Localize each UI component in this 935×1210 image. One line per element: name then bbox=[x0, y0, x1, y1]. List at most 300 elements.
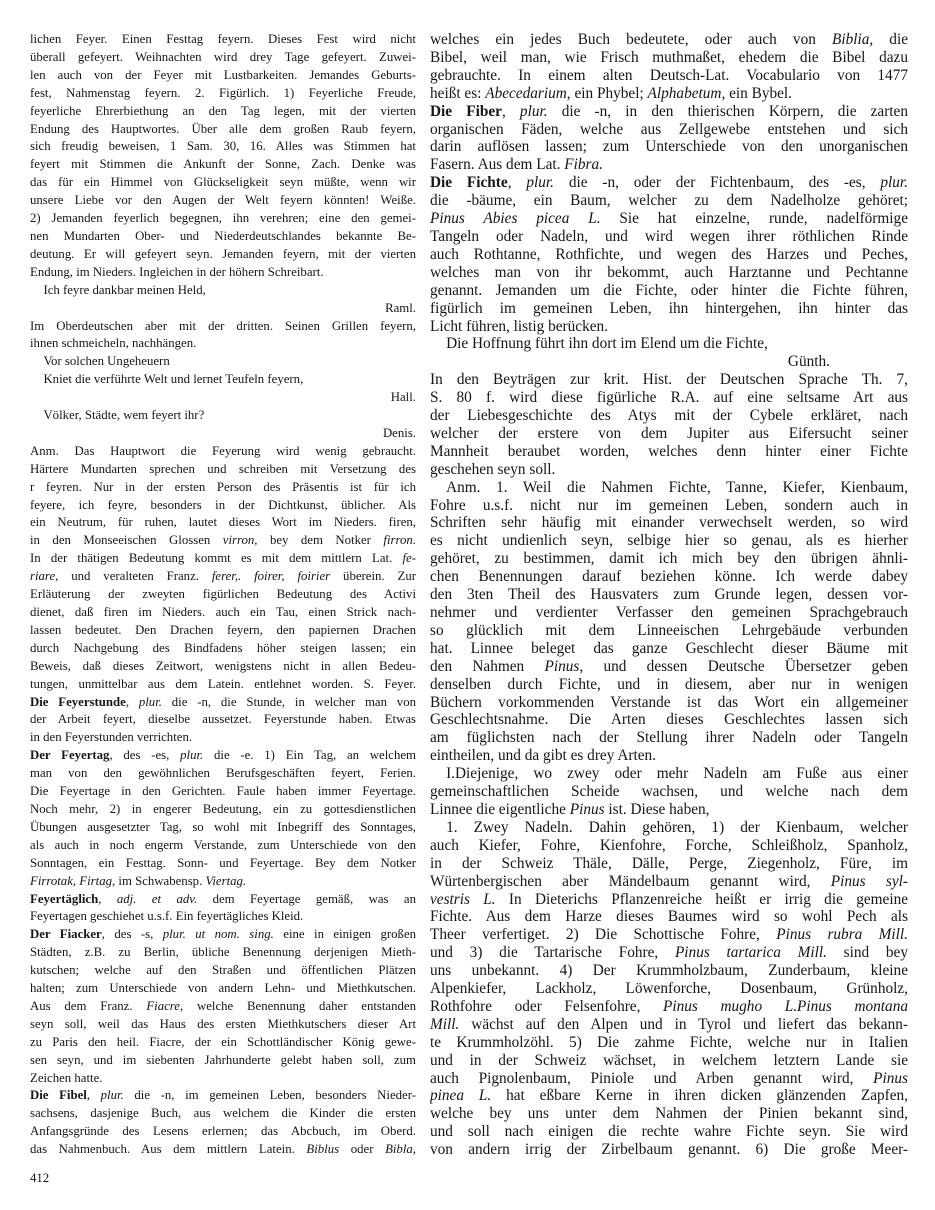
italic-term: vestris L. bbox=[430, 890, 496, 908]
text-line bbox=[430, 729, 908, 747]
text-line bbox=[430, 694, 908, 712]
text-line bbox=[430, 192, 908, 210]
text-run: Würtenbergischen aber Mändelbaum genannt wird, bbox=[430, 872, 831, 890]
text-run: Alpenkiefer, Lackholz, Löwenforche, Dosenbaum, Grünholz, bbox=[430, 980, 908, 998]
italic-term: Biblus bbox=[306, 1142, 340, 1157]
text-run: tungen, unmittelbar aus dem Latein. entlehnet worden. S. Feyer. bbox=[30, 676, 416, 691]
text-line bbox=[430, 837, 908, 855]
text-line bbox=[430, 31, 908, 49]
text-line bbox=[30, 1123, 416, 1141]
italic-term: Fiacre, bbox=[146, 998, 184, 1013]
text-line bbox=[30, 622, 416, 640]
text-run: und 3) die Tartarische Fohre, bbox=[430, 944, 675, 962]
text-run: lichen Feyer. Einen Festtag feyern. Dieses Fest wird nicht bbox=[30, 32, 416, 46]
text-run: Sonntagen, ein Festtag. Sonn- und Feyertage. Bey dem Notker bbox=[30, 855, 416, 870]
text-line bbox=[30, 497, 416, 515]
text-run: ein Neutrum, für ruhen, lautet dieses Wort im Nieders. firen, bbox=[30, 515, 416, 530]
text-line bbox=[430, 568, 908, 586]
text-line bbox=[30, 443, 416, 461]
text-line bbox=[430, 174, 908, 192]
text-run: , des -s, bbox=[101, 927, 163, 942]
text-line bbox=[430, 658, 908, 676]
text-run: feyert mit Stimmen die Ankunft der Sonne, Zach. Denke was bbox=[30, 157, 416, 172]
italic-term: plur. bbox=[526, 174, 554, 192]
italic-term: Pinus mugho L.Pinus montana bbox=[663, 997, 908, 1015]
text-run: geschehen seyn soll. bbox=[430, 460, 556, 478]
italic-term: Abecedarium, bbox=[485, 84, 571, 102]
left-column bbox=[30, 31, 416, 1159]
text-run: Rothfohre oder Felsenfohre, bbox=[430, 997, 664, 1015]
text-line bbox=[430, 962, 908, 980]
text-run: Bibel, weil man, wie Frisch muthmaßet, ehedem die Bibel dazu bbox=[430, 48, 908, 66]
text-run: darin auflösen lassen; zum Unterschiede von den unorganischen bbox=[430, 138, 908, 156]
text-run: in den Feyerstunden verrichten. bbox=[30, 730, 193, 745]
text-line bbox=[30, 49, 416, 67]
text-run: Sie hat einzelne, runde, nadelförmige bbox=[600, 210, 908, 228]
text-run: lassen bedeutet. Den Drachen feyern, den papiernen Drachen bbox=[30, 622, 416, 637]
text-run: in der Schweiz Thäle, Dälle, Perge, Ziegenholz, Füre, im bbox=[430, 854, 908, 872]
text-run: Die Hoffnung führt ihn dort im Elend um die Fichte, bbox=[446, 335, 768, 353]
headword: Die Fibel bbox=[30, 1088, 87, 1103]
text-line bbox=[30, 962, 416, 980]
right-column bbox=[430, 31, 908, 1159]
text-line bbox=[30, 31, 416, 49]
text-run: hat. Linnee beleget das ganze Geschlecht dieser Bäume mit bbox=[430, 639, 908, 657]
text-run: und soll nach einigen die rechte wahre Fichte seyn. Sie wird bbox=[430, 1123, 908, 1141]
text-line bbox=[430, 85, 908, 103]
italic-term: Mill. bbox=[430, 1015, 460, 1033]
text-run: , des -es, bbox=[109, 748, 181, 763]
italic-term: Pinus bbox=[873, 1069, 908, 1087]
text-run: Anm. 1. Weil die Nahmen Fichte, Tanne, Kiefer, Kienbaum, bbox=[446, 478, 908, 496]
text-run: und in der Schweiz wächset, in welchem letztern Lande sie bbox=[430, 1051, 908, 1069]
text-run: fest, Nahmenstag feyern. 2. Figürlich. 1) Feyerliche Freude, bbox=[30, 85, 416, 100]
text-run: uns unbekannt. 4) Der Krummholzbaum, Zunderbaum, kleine bbox=[430, 962, 908, 980]
text-run: bey dem Notker bbox=[257, 533, 384, 548]
text-line bbox=[430, 210, 908, 228]
text-line bbox=[430, 801, 908, 819]
italic-term: ferer,. foirer, foirier bbox=[211, 569, 331, 584]
text-line bbox=[30, 1016, 416, 1034]
text-run: überall gefeyert. Weihnachten wird drey Tage gefeyert. Zuwei- bbox=[30, 49, 416, 64]
text-run: welche bey uns unter dem Nahmen der Pinien bekannt sind, bbox=[430, 1105, 908, 1123]
text-line bbox=[430, 891, 908, 909]
text-run: welches man von ihr bekommt, auch Harztanne und Pechtanne bbox=[430, 263, 908, 281]
text-line bbox=[30, 801, 416, 819]
text-line bbox=[430, 1087, 908, 1105]
italic-term: virron, bbox=[222, 533, 258, 548]
text-run: Im Oberdeutschen aber mit der dritten. Seinen Grillen feyern, bbox=[30, 318, 416, 333]
text-line bbox=[30, 282, 416, 300]
italic-term: plur. bbox=[138, 694, 162, 709]
text-run: man von den gewöhnlichen Berufsgeschäften feyert, Ferien. bbox=[30, 766, 416, 781]
text-run: Mannheit beraubet worden, welches denn hinter einer Fichte bbox=[430, 442, 908, 460]
text-line bbox=[430, 121, 908, 139]
text-run: Vor solchen Ungeheuern bbox=[43, 354, 170, 369]
text-run: Kniet die verführte Welt und lernet Teufeln feyern, bbox=[43, 372, 304, 387]
text-run: Erläuterung der zweyten figürlichen Bedeutung des Activi bbox=[30, 587, 416, 602]
text-run: ist. Diese haben, bbox=[604, 800, 710, 818]
text-line bbox=[30, 156, 416, 174]
text-line bbox=[430, 300, 908, 318]
text-run: die -n, im gemeinen Leben, besonders Nieder- bbox=[123, 1088, 416, 1103]
text-run: welcher der erstere von dem Jupiter aus Eifersucht seiner bbox=[430, 424, 908, 442]
text-line bbox=[430, 443, 908, 461]
text-run: und dessen Deutsche Übersetzer geben bbox=[583, 657, 908, 675]
headword: Die Fichte bbox=[430, 174, 508, 192]
italic-term: Pinus Abies picea L. bbox=[430, 210, 601, 228]
text-line bbox=[430, 461, 908, 479]
italic-term: Pinus rubra Mill. bbox=[776, 926, 908, 944]
text-run: den Nahmen bbox=[430, 657, 545, 675]
text-line bbox=[30, 138, 416, 156]
text-run: Noch mehr, 2) in engerer Bedeutung, ein zu gottesdienstlichen bbox=[30, 801, 416, 816]
text-columns bbox=[30, 31, 908, 1159]
text-line bbox=[430, 479, 908, 497]
text-run: Anfangsgründe des Lesens erlernen; das Abcbuch, im Oberd. bbox=[30, 1124, 416, 1139]
text-line bbox=[430, 67, 908, 85]
text-run: hat eßbare Kerne in ihren dicken glänzenden Zapfen, bbox=[491, 1087, 908, 1105]
text-line bbox=[430, 1052, 908, 1070]
text-run: welches ein jedes Buch bedeutete, oder auch von bbox=[430, 31, 832, 48]
text-line bbox=[430, 873, 908, 891]
text-line bbox=[430, 282, 908, 300]
text-line bbox=[30, 407, 416, 425]
text-run: heißt es: bbox=[430, 84, 486, 102]
text-run: Ich feyre dankbar meinen Held, bbox=[43, 282, 206, 297]
text-run: Härtere Mundarten sprechen und schreiben mit Versetzung des bbox=[30, 461, 416, 476]
text-line bbox=[430, 980, 908, 998]
text-line bbox=[30, 264, 416, 282]
text-line bbox=[30, 837, 416, 855]
text-run: Feyertagen geschiehet u.s.f. Ein feyertägliches Kleid. bbox=[30, 909, 304, 924]
text-run: welche Benennung daher entstanden bbox=[183, 998, 416, 1013]
italic-term: Alphabetum, bbox=[647, 84, 726, 102]
text-line bbox=[30, 855, 416, 873]
text-line bbox=[30, 926, 416, 944]
text-run: feyerliche Ehrerbiethung an den Tag legen, mit der vierten bbox=[30, 103, 416, 118]
text-run: gemeinschaftlichen Scheide wachsen, und welche nach dem bbox=[430, 783, 908, 801]
text-run: I.Diejenige, wo zwey oder mehr Nadeln am Fuße aus einer bbox=[446, 765, 908, 783]
headword: Feyertäglich bbox=[30, 891, 99, 906]
text-line bbox=[30, 1034, 416, 1052]
text-line bbox=[30, 873, 416, 891]
text-run: der Liebesgeschichte des Atys mit der Cybele erkläret, nach bbox=[430, 407, 908, 425]
text-run: im Schwabensp. bbox=[115, 873, 206, 888]
italic-term: Viertag. bbox=[205, 873, 247, 888]
text-run: sind bey bbox=[826, 944, 908, 962]
text-line bbox=[430, 622, 908, 640]
text-line bbox=[30, 121, 416, 139]
text-run: so glücklich mit dem Linneeischen Lehrgebäude verbunden bbox=[430, 621, 908, 639]
text-run: dienet, daß firen im Nieders. auch ein Tau, einen Strick nach- bbox=[30, 605, 416, 619]
text-run: , bbox=[501, 102, 520, 120]
text-line bbox=[430, 550, 908, 568]
text-run: halten; zum Unterschiede von andern Lehn- und Miethkutschen. bbox=[30, 981, 416, 996]
text-run: , bbox=[98, 891, 117, 906]
text-run: Städten, z.B. zu Berlin, übliche Benennung derjenigen Mieth- bbox=[30, 945, 416, 960]
text-line bbox=[30, 300, 416, 318]
text-line bbox=[30, 532, 416, 550]
text-run: Schriften sehr häufig mit einander verwechselt werden, so wird bbox=[430, 514, 908, 532]
text-line bbox=[30, 694, 416, 712]
text-run: len auch von der Feyer mit Lustbarkeiten. Jemandes Geburts- bbox=[30, 67, 416, 82]
text-line bbox=[30, 1070, 416, 1088]
text-run: deutung. Er will gefeyert seyn. Jemanden feyern, mit der vierten bbox=[30, 246, 416, 261]
text-run: die -bäume, ein Baum, welcher zu dem Nadelholze gehöret; bbox=[430, 192, 908, 210]
text-line bbox=[30, 1105, 416, 1123]
text-line bbox=[30, 353, 416, 371]
italic-term: Pinus bbox=[569, 800, 605, 818]
text-line bbox=[30, 658, 416, 676]
text-run: Denis. bbox=[382, 425, 416, 440]
text-line bbox=[430, 103, 908, 121]
text-run: durch Nachgebung des Bindfadens höher steigen lassen; ein bbox=[30, 640, 416, 655]
text-line bbox=[430, 138, 908, 156]
text-line bbox=[430, 1141, 908, 1159]
text-line bbox=[430, 908, 908, 926]
text-line bbox=[430, 353, 908, 371]
text-line bbox=[430, 747, 908, 765]
text-run: Endung, im Nieders. Ingleichen in der höhern Schreibart. bbox=[30, 264, 324, 279]
text-line bbox=[30, 980, 416, 998]
text-run: zu Paris den heil. Fiacre, der ein Schottländischer König gewe- bbox=[30, 1034, 416, 1049]
text-run: gebrauchte. In einem alten Deutsch-Lat. Vocabulario von 1477 bbox=[430, 66, 908, 84]
page-number: 412 bbox=[30, 1171, 50, 1185]
text-run: 2) Jemanden feyerlich begegnen, ihn verehren; eine den gemei- bbox=[30, 211, 416, 226]
text-line bbox=[30, 891, 416, 909]
text-run: überein. Zur bbox=[330, 569, 416, 584]
text-run: nen Mundarten Ober- und Niederdeutschlandes bekannte Be- bbox=[30, 228, 416, 243]
text-run: die -n, oder der Fichtenbaum, des -es, bbox=[554, 174, 881, 192]
text-line bbox=[430, 318, 908, 336]
text-run: chen Benennungen darauf beziehen könne. Ich werde dabey bbox=[430, 568, 908, 586]
italic-term: plur. bbox=[880, 174, 908, 192]
text-run: wächst auf den Alpen und in Tyrol und liefert das bekann- bbox=[459, 1015, 908, 1033]
text-run: das Nahmenbuch. Aus dem mittlern Latein. bbox=[30, 1142, 307, 1157]
text-line bbox=[430, 765, 908, 783]
text-run: Hall. bbox=[390, 390, 416, 405]
text-line bbox=[30, 711, 416, 729]
text-line bbox=[430, 855, 908, 873]
text-line bbox=[30, 425, 416, 443]
text-run: auch Kiefer, Fohre, Kienfohre, Forche, Schleißholz, Spanholz, bbox=[430, 836, 908, 854]
text-line bbox=[430, 676, 908, 694]
text-run: Völker, Städte, wem feyert ihr? bbox=[43, 408, 205, 423]
text-run: am füglichsten nach der Stellung ihrer Nadeln oder Tangeln bbox=[430, 729, 908, 747]
text-line bbox=[430, 264, 908, 282]
text-line bbox=[430, 819, 908, 837]
text-line bbox=[430, 156, 908, 174]
text-line bbox=[30, 944, 416, 962]
italic-term: plur. bbox=[100, 1088, 124, 1103]
text-run: ihnen schmeicheln, nachhängen. bbox=[30, 336, 197, 351]
text-run: Linnee die eigentliche bbox=[430, 800, 570, 818]
text-line bbox=[430, 1034, 908, 1052]
text-line bbox=[30, 604, 416, 622]
italic-term: firron. bbox=[383, 533, 416, 548]
text-line bbox=[30, 729, 416, 747]
text-line bbox=[30, 371, 416, 389]
text-line bbox=[30, 676, 416, 694]
italic-term: pinea L. bbox=[430, 1087, 492, 1105]
text-line bbox=[430, 586, 908, 604]
italic-term: Firrotak, Firtag, bbox=[30, 873, 116, 888]
text-run: Aus dem Franz. bbox=[30, 998, 147, 1013]
text-run: Theer verfertiget. 2) Die Schottische Fohre, bbox=[430, 926, 777, 944]
text-line bbox=[30, 318, 416, 336]
text-run: von andern irrig der Zirbelbaum genannt. 6) Die große Meer- bbox=[430, 1141, 908, 1159]
text-run: der Arbeit feyert, dieselbe aussetzet. Feyerstunde haben. Etwas bbox=[30, 712, 416, 727]
italic-term: plur. ut nom. sing. bbox=[162, 927, 274, 942]
headword: Der Feyertag bbox=[30, 748, 110, 763]
text-run: 1. Zwey Nadeln. Dahin gehören, 1) der Kienbaum, welcher bbox=[446, 818, 908, 836]
text-run: gehöret, zu bestimmen, damit ich mich bey den übrigen ähnli- bbox=[430, 550, 908, 568]
text-run: organischen Fäden, welche aus Zellgewebe entstehen und sich bbox=[430, 120, 908, 138]
italic-term: Biblia, bbox=[831, 31, 874, 48]
text-line bbox=[430, 532, 908, 550]
text-line bbox=[430, 1016, 908, 1034]
text-line bbox=[430, 783, 908, 801]
text-line bbox=[30, 192, 416, 210]
text-line bbox=[30, 174, 416, 192]
text-line bbox=[30, 389, 416, 407]
text-line bbox=[30, 908, 416, 926]
text-run: die -e. 1) Ein Tag, an welchem bbox=[203, 748, 416, 763]
text-line bbox=[30, 640, 416, 658]
text-line bbox=[430, 711, 908, 729]
italic-term: Fibra. bbox=[564, 156, 603, 174]
italic-term: riare, bbox=[30, 569, 59, 584]
text-run: Fasern. Aus dem Lat. bbox=[430, 156, 565, 174]
text-run: in den Monseeischen Glossen bbox=[30, 533, 223, 548]
text-run: eine in einigen großen bbox=[273, 927, 416, 942]
text-line bbox=[30, 210, 416, 228]
text-line bbox=[430, 246, 908, 264]
text-run: sen seyn, und im siebenten Jahrhunderte gelebt haben soll, zum bbox=[30, 1052, 416, 1067]
text-run: , bbox=[125, 694, 139, 709]
text-line bbox=[430, 640, 908, 658]
text-line bbox=[30, 998, 416, 1016]
text-run: genannt. Jemanden um die Fichte, oder hinter die Fichte führen, bbox=[430, 281, 908, 299]
text-line bbox=[30, 85, 416, 103]
text-run: Raml. bbox=[385, 300, 416, 315]
text-line bbox=[430, 497, 908, 515]
text-line bbox=[430, 1123, 908, 1141]
text-run: Zeichen hatte. bbox=[30, 1070, 103, 1085]
text-run: den 3ten Theil des Hausvaters zum Grunde legen, dessen vor- bbox=[430, 586, 908, 604]
text-run: r feyren. Nur in der ersten Person des Präsentis ist für ich bbox=[30, 479, 416, 494]
italic-term: adj. et adv. bbox=[116, 891, 198, 906]
text-run: Fohre u.s.f. nicht nur im gemeinen Leben, sondern auch in bbox=[430, 496, 908, 514]
text-line bbox=[30, 747, 416, 765]
text-run: Günth. bbox=[787, 353, 830, 371]
text-line bbox=[430, 1105, 908, 1123]
text-run: auch Rothtanne, Rothfichte, und wegen des Harzes und Peches, bbox=[430, 245, 908, 263]
text-line bbox=[30, 103, 416, 121]
text-run: denselben durch Fichte, und in diesem, aber nur in wenigen bbox=[430, 675, 908, 693]
text-run: figürlich im gemeinen Leben, ihn hintergehen, ihn hinter das bbox=[430, 299, 908, 317]
text-line bbox=[30, 550, 416, 568]
text-line bbox=[430, 514, 908, 532]
text-run: kutschen; welche auf den Straßen und öffentlichen Plätzen bbox=[30, 963, 416, 978]
text-run: Anm. Das Hauptwort die Feyerung wird wenig gebraucht. bbox=[30, 443, 416, 458]
text-run: seyn soll, weil das Haus des ersten Miethkutschers dieser Art bbox=[30, 1016, 416, 1031]
text-line bbox=[430, 926, 908, 944]
text-run: ein Bybel. bbox=[725, 84, 792, 102]
text-line bbox=[30, 228, 416, 246]
text-line bbox=[430, 998, 908, 1016]
italic-term: fe- bbox=[402, 551, 416, 566]
text-run: In der thätigen Bedeutung kommt es mit dem mittlern Lat. bbox=[30, 551, 403, 566]
text-run: Beweis, daß dieses Zeitwort, wenigstens nicht in allen Bedeu- bbox=[30, 658, 416, 673]
text-run: Fichte. Aus dem Harze dieses Baumes wird so wohl Pech als bbox=[430, 908, 908, 926]
text-line bbox=[430, 49, 908, 67]
text-line bbox=[430, 389, 908, 407]
text-line bbox=[430, 371, 908, 389]
text-run: das für ein Himmel von Glückseligkeit seyn müßte, wenn wir bbox=[30, 175, 416, 190]
italic-term: Pinus tartarica Mill. bbox=[674, 944, 827, 962]
text-run: und veralteten Franz. bbox=[58, 569, 212, 584]
text-line bbox=[30, 514, 416, 532]
text-line bbox=[430, 604, 908, 622]
text-run: Übungen ausgesetzter Tag, so wohl mit Inbegriff des Sonntages, bbox=[30, 819, 416, 834]
text-line bbox=[30, 586, 416, 604]
text-line bbox=[30, 461, 416, 479]
text-run: , bbox=[507, 174, 527, 192]
text-run: es nicht undienlich seyn, selbige hier so genau, als es hierher bbox=[430, 532, 908, 550]
text-run: Tangeln oder Nadeln, und wird wegen ihrer röthlichen Rinde bbox=[430, 227, 908, 245]
italic-term: plur. bbox=[180, 748, 204, 763]
text-line bbox=[30, 246, 416, 264]
text-run: die -n, die Stunde, in welcher man von bbox=[161, 694, 416, 709]
italic-term: plur. bbox=[519, 102, 548, 120]
text-run: feyere, ich feyre, besonders in der Dichtkunst, üblicher. Als bbox=[30, 497, 416, 512]
italic-term: Bibla, bbox=[385, 1142, 416, 1157]
text-run: nehmer und verdienter Verfasser den gemeinen Sprachgebrauch bbox=[430, 604, 908, 621]
text-line bbox=[430, 407, 908, 425]
text-run: dem Feyertage gemäß, was an bbox=[197, 891, 416, 906]
text-line bbox=[30, 1141, 416, 1159]
text-line bbox=[30, 1087, 416, 1105]
text-run: sachsens, dasjenige Buch, aus welchem die Kinder die ersten bbox=[30, 1106, 416, 1121]
text-line bbox=[30, 479, 416, 497]
text-line bbox=[30, 67, 416, 85]
text-run: , bbox=[86, 1088, 101, 1103]
headword: Der Fiacker bbox=[30, 927, 102, 942]
text-line bbox=[30, 765, 416, 783]
text-run: In den Beyträgen zur krit. Hist. der Deutschen Sprache Th. 7, bbox=[430, 371, 908, 389]
text-run: eintheilen, und da gibt es drey Arten. bbox=[430, 747, 656, 765]
text-run: als auch in noch engerm Verstande, zum Unterschiede von den bbox=[30, 837, 416, 852]
text-run: unsere Liebe vor den Augen der Welt feyern könnten! Weiße. bbox=[30, 193, 416, 208]
italic-term: Pinus syl- bbox=[830, 872, 908, 890]
text-line bbox=[30, 783, 416, 801]
text-run: S. 80 f. wird diese figürliche R.A. auf eine seltsame Art aus bbox=[430, 389, 908, 407]
text-run: Büchern vorkommenden Verstande ist das Wort ein allgemeiner bbox=[430, 693, 908, 711]
text-run: In Dieterichs Pflanzenreiche heißt er irrig die gemeine bbox=[495, 890, 908, 908]
text-run: die -n, in den thierischen Körpern, die zarten bbox=[547, 102, 908, 120]
text-run: ein Phybel; bbox=[570, 84, 648, 102]
text-run: auch Pignolenbaum, Piniole und Arben genannt wird, bbox=[430, 1069, 874, 1087]
text-run: te Krummholzöhl. 5) Die zahme Fichte, welche nur in Italien bbox=[430, 1033, 908, 1051]
text-run: sich freudig beweisen, 1 Sam. 30, 16. Alles was Stimmen hat bbox=[30, 139, 416, 154]
headword: Die Fiber bbox=[430, 102, 502, 120]
text-line bbox=[30, 819, 416, 837]
text-line bbox=[30, 335, 416, 353]
text-line bbox=[430, 425, 908, 443]
text-line bbox=[30, 568, 416, 586]
